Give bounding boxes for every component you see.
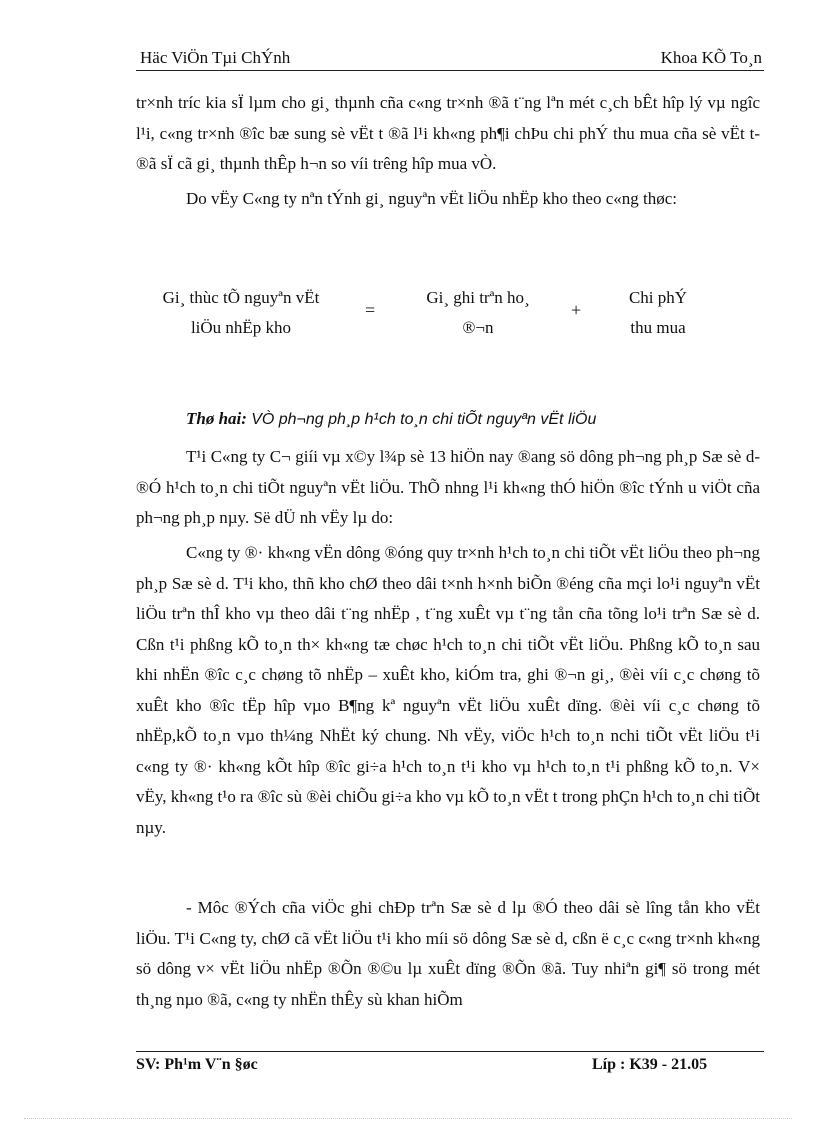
formula-equals-sign: = xyxy=(365,300,376,320)
footer-student: SV: Ph¹m V¨n §øc xyxy=(136,1056,258,1073)
body-paragraph-3: - Môc ®Ých cña viÖc ghi chÐp trªn Sæ sè d lµ ®Ó theo dâi sè lîng tån kho vËt liÖu. T¹i C«ng ty, chØ cã vËt liÖu t¹i kho míi sö dông Sæ sè d, cßn ë c¸c c«ng tr×nh kh«ng sö dông v× vËt liÖu nhËp ®Õn ®©u lµ xuÊt dïng ®Õn ®ã. Tuy nhiªn gi¶ sö trong mét th¸ng nµo ®ã, c«ng ty nhËn thÊy sù khan hiÕm xyxy=(136,898,760,1009)
formula-term2-line1: Chi phÝ xyxy=(628,288,688,307)
formula-term2-line2: thu mua xyxy=(630,318,686,337)
body-paragraph-2: C«ng ty ®· kh«ng vËn dông ®óng quy tr×nh h¹ch to¸n chi tiÕt vËt liÖu theo ph¬ng ph¸p Sæ sè d. T¹i kho, thñ kho chØ theo dâi t×nh h×nh biÕn ®éng cña mçi lo¹i nguyªn vËt liÖu trªn thÎ kho vµ theo dâi t¨ng nhËp , t¨ng xuÊt vµ t¨ng tån cña tõng lo¹i trªn Sæ sè d. Cßn t¹i phßng kÕ to¸n th× kh«ng tæ chøc h¹ch to¸n chi tiÕt vËt liÖu. Phßng kÕ to¸n sau khi nhËn ®îc c¸c chøng tõ nhËp – xuÊt kho, kiÓm tra, ghi ®¬n gi¸, ®èi víi c¸c chøng tõ xuÊt kho ®îc tËp hîp vµo B¶ng kª nguyªn vËt liÖu xuÊt dïng. ®èi víi c¸c chøng tõ nhËp,kÕ to¸n vµo th¼ng NhËt ký chung. Nh vËy, viÖc h¹ch to¸n nchi tiÕt vËt liÖu t¹i c«ng ty ®· kh«ng kÕt hîp ®îc gi÷a h¹ch to¸n t¹i kho vµ h¹ch to¸n t¹i phßng kÕ to¸n. V× vËy, kh«ng t¹o ra ®îc sù ®èi chiÕu gi÷a kho vµ kÕ to¸n vËt t trong phÇn h¹ch to¸n chi tiÕt nµy. xyxy=(136,543,760,837)
section-heading xyxy=(186,409,596,429)
formula-purchase-cost xyxy=(616,283,700,343)
header-divider xyxy=(136,70,764,71)
footer-class: Líp : K39 - 21.05 xyxy=(592,1056,708,1073)
formula-invoice-price xyxy=(408,283,548,343)
section-title: VÒ ph¬ng ph¸p h¹ch to¸n chi tiÕt nguyªn vËt liÖu xyxy=(251,411,597,428)
formula-term1-line1: Gi¸ ghi trªn ho¸ xyxy=(426,288,530,307)
section-label: Thø hai: xyxy=(186,409,247,428)
header-institution: Häc ViÖn Tµi ChÝnh xyxy=(140,48,291,67)
header-department: Khoa KÕ To¸n xyxy=(660,48,762,67)
formula-lhs-line1: Gi¸ thùc tÕ nguyªn vËt xyxy=(162,288,320,307)
formula-lhs-line2: liÖu nhËp kho xyxy=(190,318,292,337)
formula-intro-paragraph: Do vËy C«ng ty nªn tÝnh gi¸ nguyªn vËt liÖu nhËp kho theo c«ng thøc: xyxy=(186,189,678,208)
formula-lhs xyxy=(146,283,336,343)
formula-term1-line2: ®¬n xyxy=(462,318,494,337)
page-bottom-border xyxy=(24,1118,792,1119)
formula-plus-sign: + xyxy=(571,300,582,320)
body-paragraph-1: T¹i C«ng ty C¬ giíi vµ x©y l¾p sè 13 hiÖn nay ®ang sö dông ph¬ng ph¸p Sæ sè d ®Ó h¹ch to¸n chi tiÕt nguyªn vËt liÖu. ThÕ nhng l¹i kh«ng thÓ hiÖn ®îc tÝnh u viÖt cña ph¬ng ph¸p nµy. Së dÜ nh vËy lµ do: xyxy=(136,447,760,527)
intro-paragraph: tr×nh tríc kia sÏ lµm cho gi¸ thµnh cña c«ng tr×nh ®ã t¨ng lªn mét c¸ch bÊt hîp lý vµ ngîc l¹i, c«ng tr×nh ®îc bæ sung sè vËt t ®ã l¹i kh«ng ph¶i chÞu chi phÝ thu mua cña sè vËt t ®ã sÏ cã gi¸ thµnh thÊp h¬n so víi trêng hîp mua vÒ. xyxy=(136,93,760,173)
footer-divider xyxy=(136,1051,764,1052)
